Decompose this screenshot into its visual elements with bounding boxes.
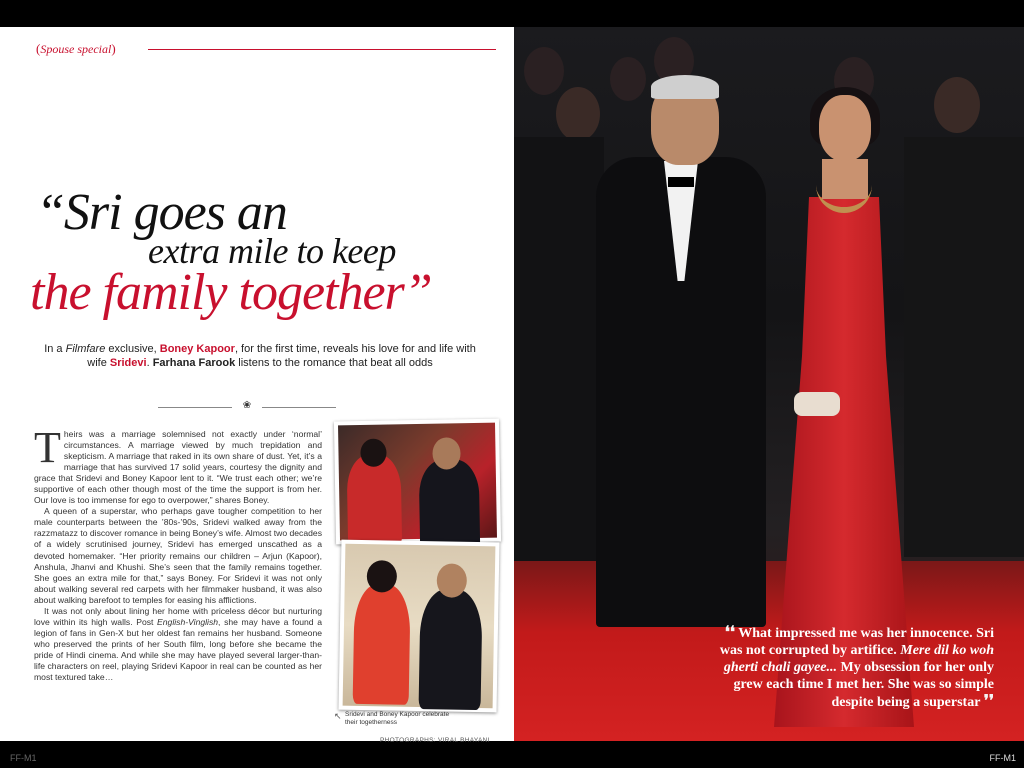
deck-text: .: [146, 357, 153, 369]
inset-photo-1: [334, 419, 501, 545]
left-page: [0, 27, 514, 763]
quote-text: What impressed me was her innocence. Sri was not corrupted by artifice.: [719, 626, 994, 658]
folio-right: FF-M1: [989, 753, 1016, 763]
deck-text: In a: [44, 343, 66, 355]
film-title: English-Vinglish: [157, 616, 219, 627]
body-text: heirs was a marriage solemnised not exactly under ‘normal’ circumstances. A marriage viewed by much trepidation and skepticism. A marriage that raked in its own share of dust. Yet, it’s a marriage that has survived 17 solid years, courtesy the dignity and grace that Sridevi and Boney Kapoor lent to it. “We trust each other; we’re supportive of each other though most of the time the support is from her. Our love is too immense for ego to overpower,” shares Boney.: [34, 429, 322, 506]
headline-line-3: the family together”: [30, 264, 432, 321]
headline: [30, 184, 510, 321]
section-rule: [148, 49, 496, 50]
magazine-spread: [0, 27, 1024, 763]
figure-woman: [353, 584, 411, 705]
headline-line-2: extra mile to keep: [148, 231, 396, 271]
figure-man: [419, 589, 483, 710]
caption-arrow-icon: ↖: [334, 711, 342, 721]
ornament-divider: [158, 401, 336, 413]
open-quote-icon: ❛❛: [724, 624, 735, 641]
body-text: , she may have a found a legion of fans in Gen-X but her oldest fan remains her husband. Someone who preserved the prints of her South film, long before she became the pride of Hindi cinema. And while she may have played several larger-than-life characters on reel, playing Sridevi Kapoor in real can be counted as her most textured take…: [34, 616, 322, 683]
standfirst: [40, 342, 480, 370]
flower-icon: ❀: [242, 400, 252, 411]
right-page-photo: [514, 27, 1024, 763]
photo-credit: PHOTOGRAPHS: VIRAL BHAYANI: [380, 737, 490, 744]
quote-hindi: Mere dil ko woh gherti chali gayee...: [723, 643, 994, 675]
photo-image: [343, 544, 496, 709]
hair: [651, 75, 719, 99]
ornament-line-left: [158, 407, 232, 408]
crowd-head: [934, 77, 980, 133]
article-body: [34, 423, 322, 683]
headline-line-1: “Sri goes an: [36, 184, 287, 241]
inset-photo-2: [339, 540, 500, 713]
clutch-bag: [794, 392, 840, 416]
photo-caption: Sridevi and Boney Kapoor celebrate their togetherness: [345, 711, 450, 726]
face: [819, 95, 871, 161]
deck-text: , for the first time, reveals his love for and life with wife: [87, 343, 476, 369]
drop-cap: T: [34, 423, 61, 472]
deck-name-sridevi: Sridevi: [109, 357, 147, 369]
section-tag: (Spouse special): [36, 41, 116, 56]
body-paragraph-2: A queen of a superstar, who perhaps gave tougher competition to her male counterparts between the ’80s-’90s, Sridevi walked away from the razzmatazz to discover romance in being Boney’s wife. Almost two decades of a widely scrutinised journey, Sridevi has emerged unscathed as a devoted homemaker. “Her priority remains our children – Arjun (Kapoor), Anshula, Jhanvi and Khushi. She’s seen that the family remains together. She goes an extra mile for that,” says Boney. For Sridevi it was not only about walking several red carpets with her filmmaker husband, it was also about walking barefoot to temples for easing his afflictions.: [34, 506, 322, 605]
pull-quote: [704, 624, 994, 711]
folio-left: FF-M1: [10, 753, 37, 763]
photo-image: [338, 423, 497, 541]
deck-author: Farhana Farook: [152, 357, 236, 369]
body-text: It was not only about lining her home with priceless décor but nurturing love within its high walls. Post: [34, 605, 322, 627]
quote-text: My obsession for her only grew each time I met her. She was so simple despite being a superstar: [733, 660, 994, 710]
crowd-head: [524, 47, 564, 95]
crowd-body: [904, 137, 1024, 557]
close-quote-icon: ❜❜: [983, 693, 994, 710]
section-tag-label: Spouse special: [40, 42, 112, 56]
body-paragraph-1: [34, 423, 322, 506]
figure-man: [419, 459, 481, 550]
deck-name-boney: Boney Kapoor: [159, 343, 235, 355]
deck-text: exclusive,: [105, 343, 160, 355]
crowd-head: [556, 87, 600, 141]
figure-boney-kapoor: [596, 65, 766, 705]
deck-text: listens to the romance that beat all odds: [235, 357, 433, 369]
bow-tie: [668, 177, 694, 187]
crowd-body: [514, 137, 604, 587]
deck-magazine: Filmfare: [65, 343, 106, 355]
body-paragraph-3: [34, 606, 322, 683]
figure-woman: [347, 454, 403, 545]
ornament-line-right: [262, 407, 336, 408]
